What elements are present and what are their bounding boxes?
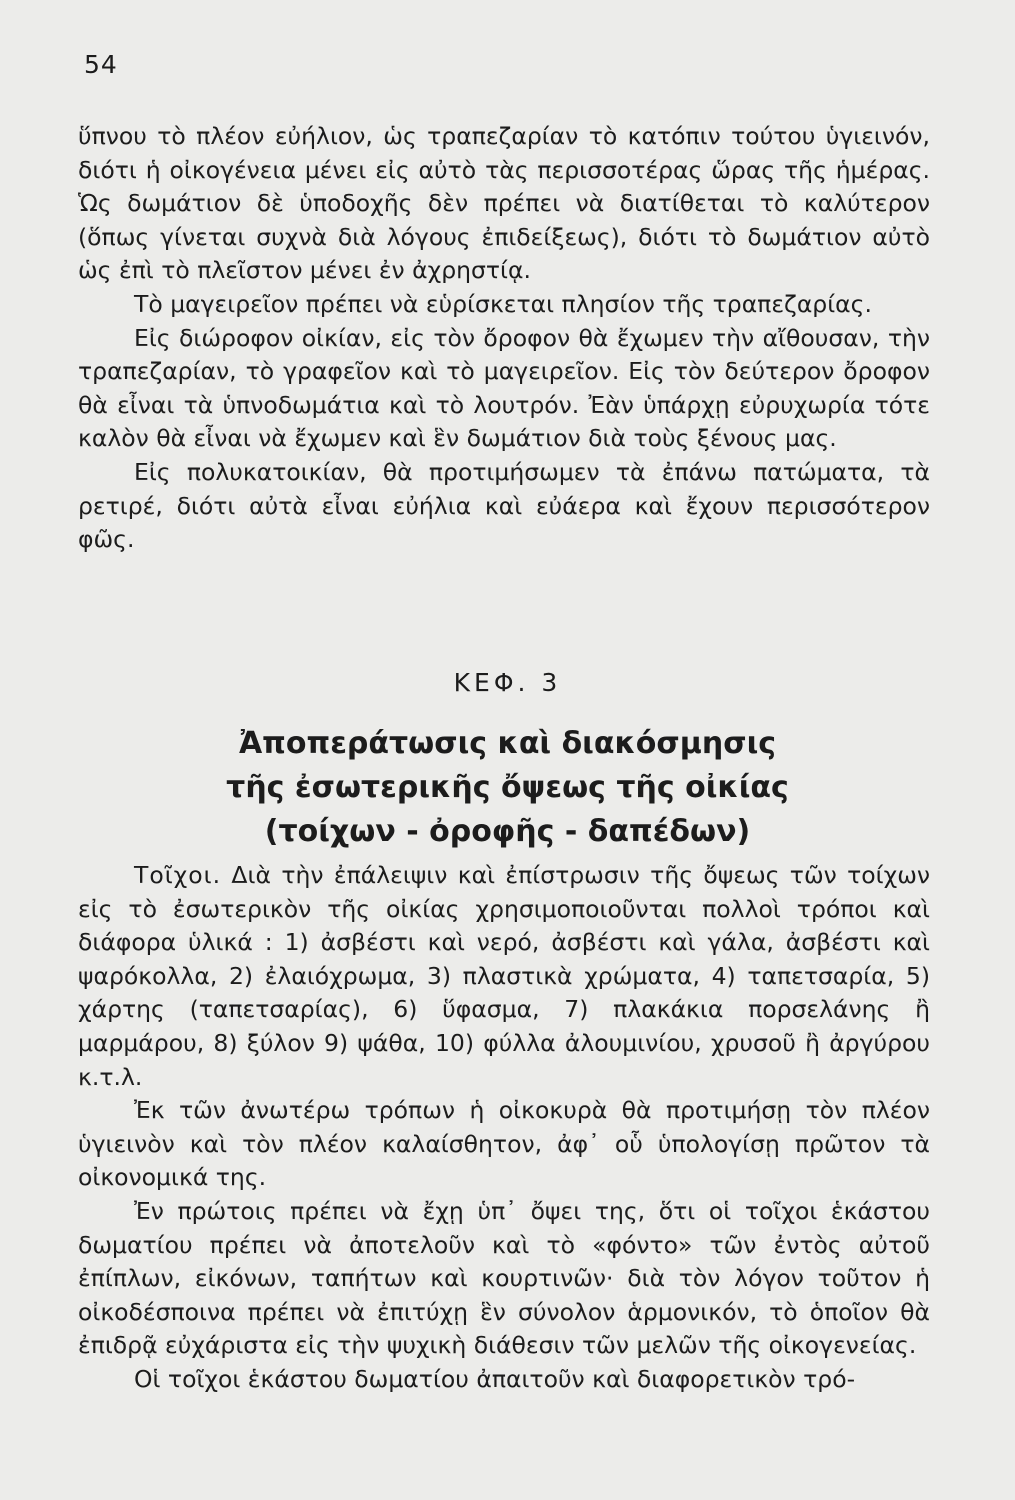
- paragraph-two-storey: Εἰς διώροφον οἰκίαν, εἰς τὸν ὄροφον θὰ ἔχωμεν τὴν αἴθουσαν, τὴν τραπεζαρίαν, τὸ γραφεῖον καὶ τὸ μαγειρεῖον. Εἰς τὸν δεύτερον ὄροφον θὰ εἶναι τὰ ὑπνοδωμάτια καὶ τὸ λουτρόν. Ἐὰν ὑπάρχῃ εὐρυχωρία τότε καλὸν θὰ εἶναι νὰ ἔχωμεν καὶ ἓν δωμάτιον διὰ τοὺς ξένους μας.: [78, 323, 930, 453]
- page-number: 54: [84, 50, 118, 79]
- paragraph-walls-materials: [78, 859, 930, 1094]
- paragraph-rooms-sunlight: ὕπνου τὸ πλέον εὐήλιον, ὡς τραπεζαρίαν τὸ κατόπιν τούτου ὑγιεινόν, διότι ἡ οἰκογένεια μένει εἰς αὐτὸ τὰς περισσοτέρας ὥρας τῆς ἡμέρας. Ὡς δωμάτιον δὲ ὑποδοχῆς δὲν πρέπει νὰ διατίθεται τὸ καλύτερον (ὅπως γίνεται συχνὰ διὰ λόγους ἐπιδείξεως), διότι τὸ δωμάτιον αὐτὸ ὡς ἐπὶ τὸ πλεῖστον μένει ἐν ἀχρηστίᾳ.: [78, 122, 930, 285]
- paragraph-choice: Ἐκ τῶν ἀνωτέρω τρόπων ἡ οἰκοκυρὰ θὰ προτιμήσῃ τὸν πλέον ὑγιεινὸν καὶ τὸν πλέον καλαίσθητον, ἀφ᾿ οὗ ὑπολογίσῃ πρῶτον τὰ οἰκονομικά της.: [78, 1096, 930, 1192]
- section-2-body: [78, 859, 930, 1397]
- paragraph-apartment: Εἰς πολυκατοικίαν, θὰ προτιμήσωμεν τὰ ἐπάνω πατώματα, τὰ ρετιρέ, διότι αὐτὰ εἶναι εὐήλια καὶ εὐάερα καὶ ἔχουν περισσότερον φῶς.: [78, 457, 930, 554]
- chapter-title-line-3: (τοίχων - ὀροφῆς - δαπέδων): [264, 814, 751, 849]
- section-1-body: [78, 120, 930, 557]
- chapter-title-line-2: τῆς ἐσωτερικῆς ὄψεως τῆς οἰκίας: [226, 770, 789, 805]
- paragraph-harmony: Ἐν πρώτοις πρέπει νὰ ἔχῃ ὑπ᾿ ὄψει της, ὅτι οἱ τοῖχοι ἑκάστου δωματίου πρέπει νὰ ἀποτελοῦν καὶ τὸ «φόντο» τῶν ἐντὸς αὐτοῦ ἐπίπλων, εἰκόνων, ταπήτων καὶ κουρτινῶν· διὰ τὸν λόγον τοῦτον ἡ οἰκοδέσποινα πρέπει νὰ ἐπιτύχῃ ἓν σύνολον ἁρμονικόν, τὸ ὁποῖον θὰ ἐπιδρᾷ εὐχάριστα εἰς τὴν ψυχικὴ διάθεσιν τῶν μελῶν τῆς οἰκογενείας.: [78, 1196, 930, 1360]
- chapter-label: ΚΕΦ. 3: [453, 668, 562, 697]
- paragraph-kitchen: Τὸ μαγειρεῖον πρέπει νὰ εὑρίσκεται πλησίον τῆς τραπεζαρίας.: [134, 289, 872, 318]
- chapter-title: [0, 722, 1015, 854]
- lead-word-walls: Τοῖχοι.: [134, 861, 222, 889]
- paragraph-walls-continued: Οἱ τοῖχοι ἑκάστου δωματίου ἀπαιτοῦν καὶ διαφορετικὸν τρό-: [134, 1364, 856, 1393]
- chapter-title-line-1: Ἀποπεράτωσις καὶ διακόσμησις: [238, 726, 777, 761]
- paragraph-walls-text: Διὰ τὴν ἐπάλειψιν καὶ ἐπίστρωσιν τῆς ὄψεως τῶν τοίχων εἰς τὸ ἐσωτερικὸν τῆς οἰκίας χρησιμοποιοῦνται πολλοὶ τρόποι καὶ διάφορα ὑλικά : 1) ἀσβέστι καὶ νερό, ἀσβέστι καὶ γάλα, ἀσβέστι καὶ ψαρόκολλα, 2) ἐλαιόχρωμα, 3) πλαστικὰ χρώματα, 4) ταπετσαρία, 5) χάρτης (ταπετσαρίας), 6) ὕφασμα, 7) πλακάκια πορσελάνης ἢ μαρμάρου, 8) ξύλον 9) ψάθα, 10) φύλλα ἀλουμινίου, χρυσοῦ ἢ ἀργύρου κ.τ.λ.: [78, 861, 930, 1091]
